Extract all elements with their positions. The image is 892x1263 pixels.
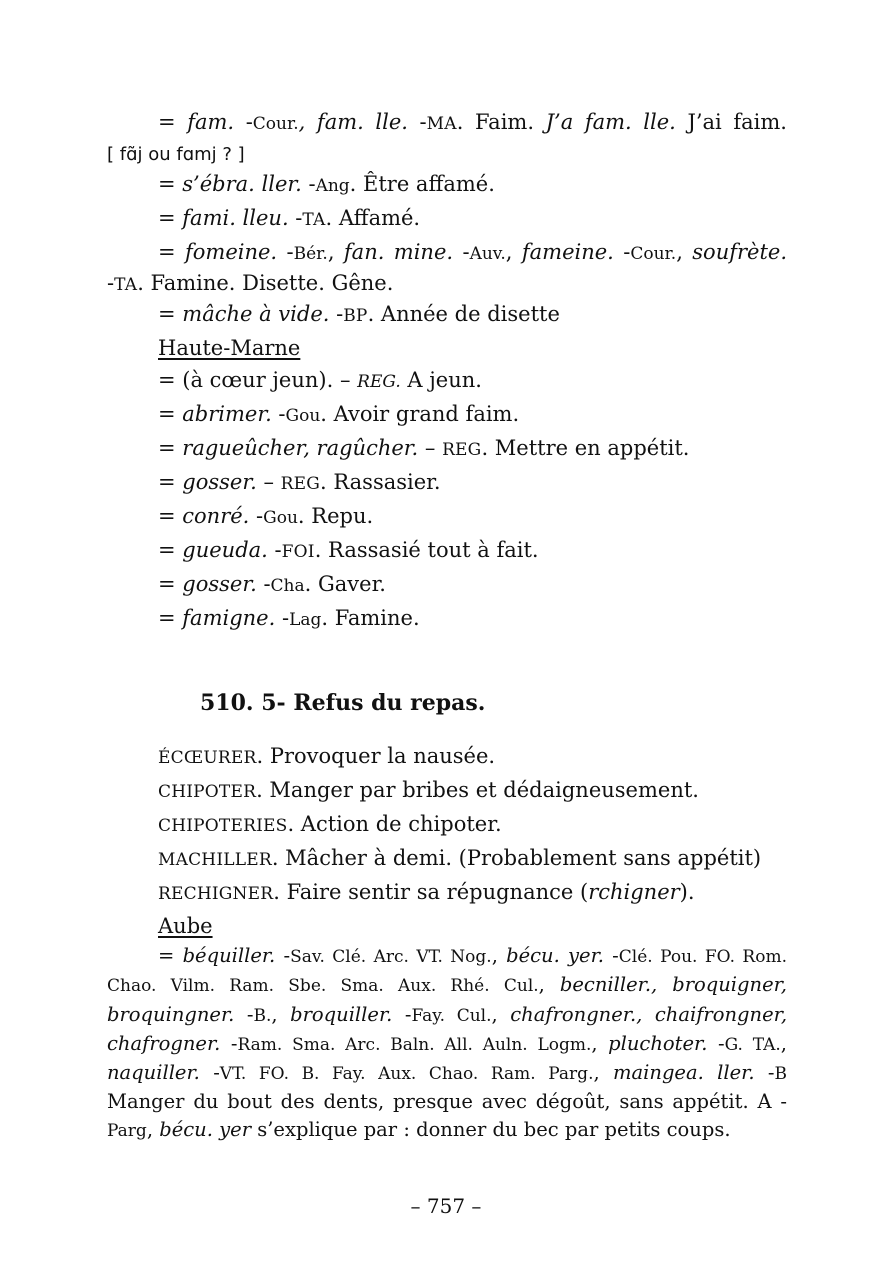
- entry-a-jeun: [107, 364, 787, 398]
- definition: Manger du bout des dents, presque avec dégoût, sans appétit. A -: [107, 1090, 787, 1114]
- place-abbrev: Cour.: [252, 114, 299, 134]
- place-abbrev: G. TA.: [724, 1034, 781, 1055]
- separator: ,: [146, 1117, 160, 1141]
- separator: ,: [271, 1002, 291, 1026]
- term: RECHIGNER: [158, 884, 274, 904]
- dash: -: [234, 110, 253, 134]
- definition: . Provoquer la nausée.: [256, 744, 496, 768]
- place-abbrev: Parg: [107, 1120, 147, 1141]
- definition-ecoeurer: [107, 740, 787, 774]
- separator: ,: [491, 944, 507, 967]
- dialect-word: fan. mine.: [343, 240, 454, 264]
- equals-mark: =: [158, 110, 188, 134]
- equals-mark: =: [158, 436, 183, 460]
- definition: . Être affamé.: [349, 172, 495, 196]
- region-heading-aube: [107, 910, 787, 942]
- entry-ragueucher: [107, 432, 787, 466]
- region-title: Haute-Marne: [158, 336, 301, 360]
- entry-conre: [107, 500, 787, 534]
- equals-mark: =: [158, 172, 183, 196]
- place-abbrev: TA: [302, 210, 326, 230]
- place-abbrev: REG.: [357, 372, 401, 392]
- dialect-word: mâche à vide.: [182, 302, 330, 326]
- definition: A jeun.: [400, 368, 482, 392]
- dash: -: [220, 1031, 238, 1055]
- dialect-word: chafrongner., chaifrongner, chafrogner.: [107, 1002, 788, 1055]
- equals-mark: =: [158, 572, 183, 596]
- entry-familleu: [107, 202, 787, 236]
- page-body: [107, 106, 787, 1145]
- aube-paragraph: [107, 942, 787, 1145]
- definition: . Avoir grand faim.: [320, 402, 520, 426]
- dash: -: [392, 1002, 412, 1026]
- definition: . Rassasier.: [320, 470, 441, 494]
- separator: ,: [538, 973, 560, 997]
- term: CHIPOTER: [158, 782, 257, 802]
- dialect-word: fameine.: [521, 240, 614, 264]
- definition-end: s’explique par : donner du bec par petits coups.: [251, 1117, 731, 1141]
- place-abbrev: Ang: [315, 176, 350, 196]
- paragraph-indent: [107, 944, 158, 967]
- definition: . Manger par bribes et dédaigneusement.: [256, 778, 699, 802]
- dialect-word: fomeine.: [185, 240, 278, 264]
- dialect-word: abrimer.: [182, 402, 272, 426]
- equals-mark: =: [158, 206, 183, 230]
- page-number: – 757 –: [410, 1194, 482, 1218]
- equals-mark: =: [158, 606, 183, 630]
- place-abbrev: BP: [343, 306, 368, 326]
- definition: . Gaver.: [304, 572, 386, 596]
- place-abbrev: TA: [114, 275, 138, 295]
- equals-mark: =: [158, 240, 185, 264]
- place-abbrev: B.: [253, 1005, 272, 1026]
- entry-gosser-cha: [107, 568, 787, 602]
- entry-sebraller: [107, 168, 787, 202]
- separator: ,: [505, 240, 522, 264]
- definition: . Rassasié tout à fait.: [314, 538, 539, 562]
- section-heading: 510. 5- Refus du repas.: [200, 690, 486, 716]
- dash: -: [199, 1061, 220, 1085]
- place-abbrev: Gou: [263, 508, 298, 528]
- separator: ,: [676, 240, 693, 264]
- entry-gosser-reg: [107, 466, 787, 500]
- place-abbrev: Cha: [270, 576, 305, 596]
- dialect-word: naquiller.: [107, 1061, 200, 1085]
- dash: -: [453, 240, 470, 264]
- term: ÉCŒURER: [158, 748, 257, 768]
- separator: ,: [780, 1031, 787, 1055]
- definition: . Année de disette: [367, 302, 560, 326]
- equals-mark: =: [158, 504, 183, 528]
- dash: -: [267, 538, 282, 562]
- dialect-word: bécu. yer.: [506, 944, 604, 967]
- phonetic-note: [107, 140, 787, 168]
- definition: . Faire sentir sa répugnance (: [273, 880, 589, 904]
- dialect-word: conré.: [182, 504, 250, 528]
- dash: –: [256, 470, 281, 494]
- dash: -: [329, 302, 344, 326]
- dash: -: [271, 402, 286, 426]
- dash: -: [301, 172, 316, 196]
- place-abbrev: Auv.: [469, 244, 506, 264]
- entry-fomeine-continued: [107, 270, 787, 298]
- place-abbrev: Gou: [285, 406, 321, 426]
- region-title: Aube: [158, 914, 213, 938]
- dash: –: [418, 436, 443, 460]
- dialect-word: broquiller.: [290, 1002, 393, 1026]
- entry-fam: [107, 106, 787, 140]
- dash: -: [603, 944, 619, 967]
- separator: ,: [491, 1002, 511, 1026]
- region-heading-haute-marne: [107, 332, 787, 364]
- definition: . Affamé.: [325, 206, 421, 230]
- definition: . Mettre en appétit.: [481, 436, 690, 460]
- entry-famigne: [107, 602, 787, 636]
- entry-abrimer: [107, 398, 787, 432]
- dialect-word: gueuda.: [182, 538, 268, 562]
- equals-mark: =: [158, 538, 183, 562]
- definition: . Faim.: [456, 110, 546, 134]
- dash: -: [107, 271, 115, 295]
- definition: . Mâcher à demi. (Probablement sans appétit): [271, 846, 762, 870]
- place-abbrev: REG: [442, 440, 482, 460]
- dash: -: [256, 572, 271, 596]
- place-abbrev: Bér.: [293, 244, 328, 264]
- separator: ,: [591, 1031, 609, 1055]
- separator: ,: [327, 240, 344, 264]
- definition: . Famine. Disette. Gêne.: [137, 271, 394, 295]
- entry-gueuda: [107, 534, 787, 568]
- place-abbrev: Ram. Sma. Arc. Baln. All. Auln. Logm.: [237, 1034, 592, 1055]
- place-abbrev: Cour.: [630, 244, 677, 264]
- dialect-phrase: = (à cœur jeun). –: [158, 368, 358, 392]
- dash: -: [249, 504, 264, 528]
- dialect-word: becniller., broquigner, broquingner.: [107, 973, 788, 1026]
- equals-mark: =: [158, 470, 183, 494]
- dash: -: [288, 206, 303, 230]
- term: CHIPOTERIES: [158, 816, 288, 836]
- dialect-word: gosser.: [182, 470, 257, 494]
- equals-mark: =: [158, 944, 183, 967]
- place-abbrev: B: [774, 1064, 787, 1085]
- place-abbrev: Clé. Pou. FO. Rom. Chao. Vilm. Ram. Sbe. Sma. Aux. Rhé. Cul.: [107, 947, 787, 997]
- definition: . Famine.: [321, 606, 420, 630]
- dash: -: [275, 606, 290, 630]
- dash: -: [275, 944, 291, 967]
- place-abbrev: Lag: [289, 610, 322, 630]
- dialect-word: bécu. yer: [159, 1117, 252, 1141]
- dialect-word: pluchoter.: [608, 1031, 708, 1055]
- spacer: [107, 636, 787, 646]
- place-abbrev: FOI: [281, 542, 315, 562]
- dialect-word: fami. lleu.: [182, 206, 289, 230]
- dash: -: [234, 1002, 254, 1026]
- definition-chipoteries: [107, 808, 787, 842]
- dialect-word: s’ébra. ller.: [182, 172, 302, 196]
- place-abbrev: VT. FO. B. Fay. Aux. Chao. Ram. Parg.: [219, 1064, 594, 1085]
- place-abbrev: MA: [426, 114, 457, 134]
- dialect-word: rchigner: [588, 880, 680, 904]
- definition: . Repu.: [297, 504, 374, 528]
- equals-mark: =: [158, 402, 183, 426]
- dash: -: [754, 1061, 775, 1085]
- definition-end: ).: [679, 880, 695, 904]
- dash: -: [613, 240, 631, 264]
- entry-mache-a-vide: [107, 298, 787, 332]
- dash: -: [707, 1031, 725, 1055]
- dash: -: [407, 110, 427, 134]
- dialect-word: soufrète.: [692, 240, 788, 264]
- dialect-word: , fam. lle.: [298, 110, 408, 134]
- separator: ,: [593, 1061, 614, 1085]
- entry-fomeine: [107, 236, 787, 270]
- definition-machiller: [107, 842, 787, 876]
- place-abbrev: Sav. Clé. Arc. VT. Nog.: [290, 947, 492, 967]
- dialect-word: béquiller.: [182, 944, 276, 967]
- dialect-phrase: J’a fam. lle.: [545, 110, 676, 134]
- definition: . Action de chipoter.: [287, 812, 502, 836]
- equals-mark: =: [158, 302, 183, 326]
- dialect-word: ragueûcher, ragûcher.: [182, 436, 419, 460]
- dialect-word: fam.: [187, 110, 235, 134]
- definition-rechigner: [107, 876, 787, 910]
- dialect-word: maingea. ller.: [613, 1061, 755, 1085]
- term: MACHILLER: [158, 850, 272, 870]
- translation: J’ai faim.: [675, 110, 787, 134]
- place-abbrev: Fay. Cul.: [411, 1005, 492, 1026]
- dialect-word: famigne.: [182, 606, 276, 630]
- phonetic-transcription: [ fɑ̃j ou fɑmj ? ]: [107, 144, 245, 165]
- place-abbrev: REG: [280, 474, 321, 494]
- definition-chipoter: [107, 774, 787, 808]
- dialect-word: gosser.: [182, 572, 257, 596]
- dash: -: [277, 240, 294, 264]
